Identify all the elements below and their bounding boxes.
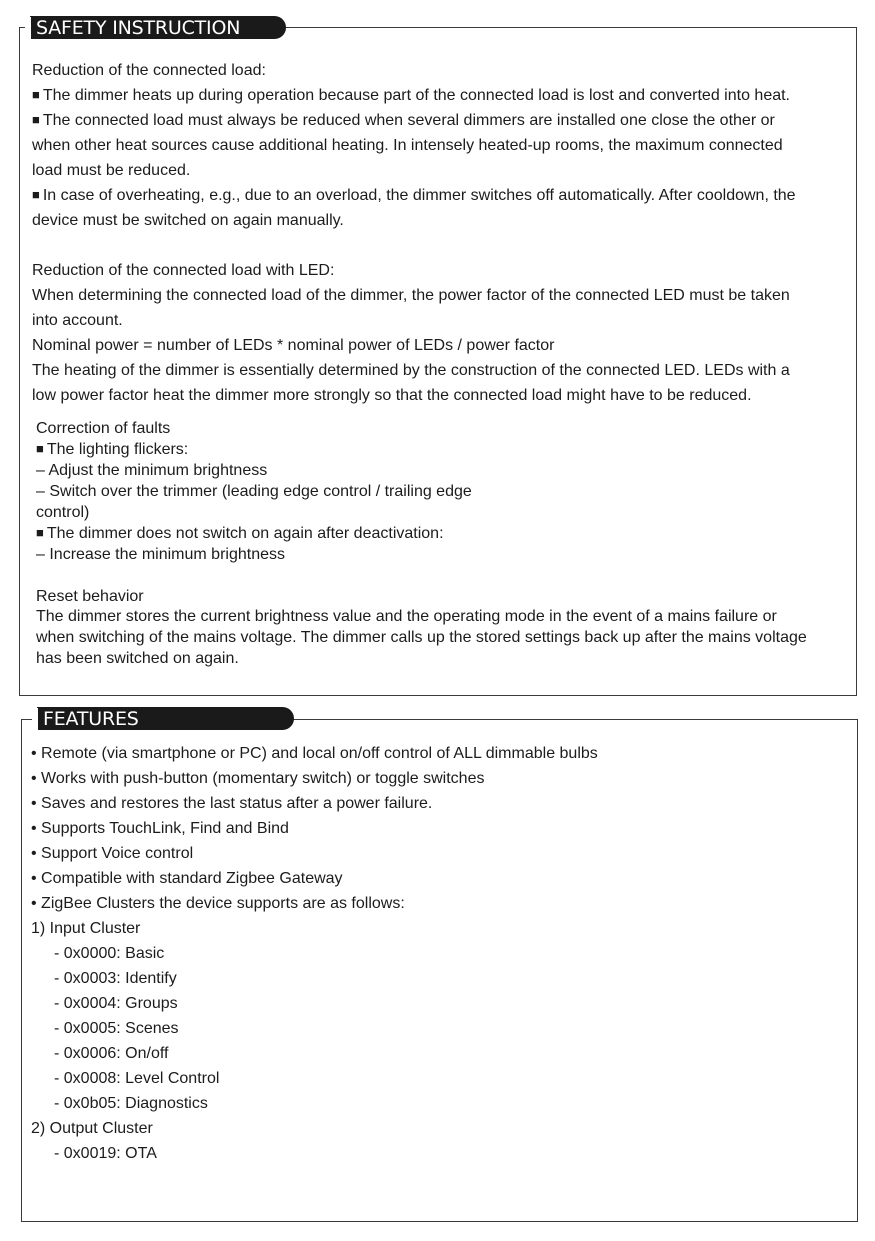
square-bullet-icon: ■ — [32, 112, 40, 127]
feature-item: • ZigBee Clusters the device supports are as follows: — [31, 895, 405, 912]
feature-item: • Compatible with standard Zigbee Gateway — [31, 870, 343, 887]
reset-line-3: has been switched on again. — [36, 650, 239, 667]
square-bullet-icon: ■ — [36, 441, 44, 456]
cluster-item: - 0x0b05: Diagnostics — [54, 1095, 208, 1112]
reset-line-2: when switching of the mains voltage. The dimmer calls up the stored settings back up after the mains voltage — [36, 629, 807, 646]
feature-item: • Works with push-button (momentary switch) or toggle switches — [31, 770, 485, 787]
output-cluster-title: 2) Output Cluster — [31, 1120, 153, 1137]
load-title: Reduction of the connected load: — [32, 62, 266, 79]
cluster-item: - 0x0008: Level Control — [54, 1070, 220, 1087]
cluster-item: - 0x0004: Groups — [54, 995, 178, 1012]
faults-line-1: ■ The lighting flickers: — [36, 441, 189, 458]
square-bullet-icon: ■ — [32, 87, 40, 102]
faults-title: Correction of faults — [36, 420, 171, 437]
led-line-2: into account. — [32, 312, 123, 329]
features-heading: FEATURES — [37, 707, 294, 730]
feature-item: • Remote (via smartphone or PC) and local on/off control of ALL dimmable bulbs — [31, 745, 598, 762]
led-title: Reduction of the connected load with LED: — [32, 262, 335, 279]
feature-item: • Support Voice control — [31, 845, 194, 862]
safety-instruction-heading: SAFETY INSTRUCTION — [30, 16, 286, 39]
square-bullet-icon: ■ — [32, 187, 40, 202]
cluster-item: - 0x0019: OTA — [54, 1145, 157, 1162]
led-line-1: When determining the connected load of the dimmer, the power factor of the connected LED must be taken — [32, 287, 790, 304]
square-bullet-icon: ■ — [36, 525, 44, 540]
reset-title: Reset behavior — [36, 588, 144, 605]
input-cluster-title: 1) Input Cluster — [31, 920, 141, 937]
faults-line-4: control) — [36, 504, 90, 521]
load-bullet-1: ■ The dimmer heats up during operation because part of the connected load is lost and converted into heat. — [32, 87, 790, 104]
load-bullet-3-line-2: device must be switched on again manually. — [32, 212, 344, 229]
cluster-item: - 0x0003: Identify — [54, 970, 177, 987]
load-bullet-2-line-3: load must be reduced. — [32, 162, 191, 179]
led-line-4: The heating of the dimmer is essentially determined by the construction of the connected LED. LEDs with a — [32, 362, 790, 379]
faults-line-5: ■ The dimmer does not switch on again after deactivation: — [36, 525, 444, 542]
reset-line-1: The dimmer stores the current brightness value and the operating mode in the event of a mains failure or — [36, 608, 777, 625]
led-formula: Nominal power = number of LEDs * nominal power of LEDs / power factor — [32, 337, 555, 354]
faults-line-2: – Adjust the minimum brightness — [36, 462, 268, 479]
load-bullet-3: ■ In case of overheating, e.g., due to an overload, the dimmer switches off automatically. After cooldown, the — [32, 187, 796, 204]
faults-line-6: – Increase the minimum brightness — [36, 546, 285, 563]
cluster-item: - 0x0000: Basic — [54, 945, 165, 962]
cluster-item: - 0x0006: On/off — [54, 1045, 169, 1062]
faults-line-3: – Switch over the trimmer (leading edge control / trailing edge — [36, 483, 472, 500]
feature-item: • Saves and restores the last status after a power failure. — [31, 795, 433, 812]
load-bullet-2-line-2: when other heat sources cause additional heating. In intensely heated-up rooms, the maximum connected — [32, 137, 783, 154]
cluster-item: - 0x0005: Scenes — [54, 1020, 179, 1037]
load-bullet-2: ■ The connected load must always be reduced when several dimmers are installed one close the other or — [32, 112, 775, 129]
led-line-5: low power factor heat the dimmer more strongly so that the connected load might have to be reduced. — [32, 387, 752, 404]
feature-item: • Supports TouchLink, Find and Bind — [31, 820, 289, 837]
